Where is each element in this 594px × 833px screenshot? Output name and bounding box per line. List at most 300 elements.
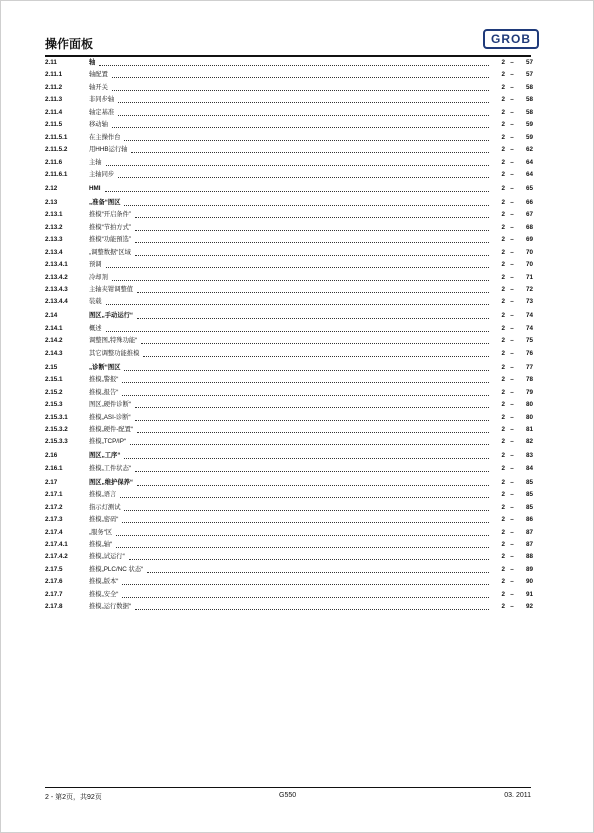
page-header: [45, 31, 531, 57]
toc-entry-chapter: 2: [501, 286, 505, 293]
toc-entry-title: 推模„硬件-配置“: [89, 425, 134, 433]
toc-entry-chapter: 2: [501, 324, 505, 332]
toc-leader-dots: [137, 317, 489, 319]
toc-entry-page: 57: [525, 71, 533, 79]
toc-entry-number: 2.13.4.1: [45, 261, 68, 269]
toc-leader-dots: [106, 330, 489, 332]
toc-entry-chapter: 2: [501, 491, 505, 499]
toc-leader-dots: [147, 571, 489, 573]
toc-entry-dash: –: [510, 516, 514, 524]
toc-entry-number: 2.13.4.2: [45, 273, 68, 281]
toc-entry-title: 推模„运行数据“: [89, 603, 131, 611]
toc-entry-dash: –: [510, 170, 514, 178]
toc-entry-page: 79: [525, 388, 533, 396]
toc-entry-number: 2.11.5: [45, 121, 63, 129]
toc-entry[interactable]: [45, 578, 533, 586]
toc-leader-dots: [135, 241, 489, 243]
table-of-contents: [45, 59, 533, 616]
toc-entry-title: 轴定基准: [89, 108, 115, 116]
toc-entry-page: 80: [525, 413, 533, 421]
toc-entry[interactable]: [45, 541, 533, 549]
toc-leader-dots: [122, 583, 489, 585]
toc-entry-title: 推模„轴“: [89, 541, 113, 548]
toc-entry-chapter: 2: [501, 388, 505, 396]
toc-entry-page: 88: [525, 553, 533, 561]
toc-entry-chapter: 2: [501, 312, 505, 320]
toc-entry-number: 2.17.4: [45, 528, 63, 536]
toc-entry[interactable]: [45, 325, 533, 333]
toc-entry[interactable]: [45, 71, 533, 79]
toc-entry-chapter: 2: [501, 516, 505, 524]
toc-entry[interactable]: [45, 199, 533, 207]
toc-entry[interactable]: [45, 96, 533, 104]
toc-leader-dots: [112, 76, 489, 78]
toc-entry-number: 2.15.3: [45, 401, 63, 409]
toc-entry[interactable]: [45, 274, 533, 282]
toc-entry-dash: –: [510, 541, 514, 548]
toc-entry-page: 66: [525, 198, 533, 206]
toc-entry-dash: –: [510, 184, 514, 192]
toc-entry-title: 推模„报告“: [89, 388, 119, 396]
toc-entry-page: 64: [525, 170, 533, 178]
toc-entry-chapter: 2: [501, 273, 505, 281]
toc-entry-page: 67: [525, 211, 533, 219]
toc-entry-title: 推模„试运行“: [89, 553, 125, 561]
toc-entry-page: 75: [525, 337, 533, 345]
toc-entry[interactable]: [45, 121, 533, 129]
toc-entry-number: 2.17.7: [45, 590, 63, 598]
toc-entry-title: 推模„安全“: [89, 590, 119, 598]
toc-entry[interactable]: [45, 479, 533, 487]
toc-leader-dots: [106, 266, 489, 268]
toc-entry-title: 推模„TCP/IP“: [89, 438, 127, 446]
toc-entry-title: 装载: [89, 298, 102, 306]
toc-entry-number: 2.11.4: [45, 108, 63, 116]
toc-leader-dots: [135, 406, 489, 408]
toc-entry-dash: –: [510, 413, 514, 421]
toc-leader-dots: [122, 521, 489, 523]
toc-entry-page: 86: [525, 516, 533, 524]
toc-entry[interactable]: [45, 185, 533, 193]
toc-entry-number: 2.15.3.1: [45, 413, 68, 421]
toc-entry-title: 推模„PLC/NC 状态“: [89, 565, 144, 573]
toc-entry[interactable]: [45, 426, 533, 434]
toc-entry-number: 2.12: [45, 184, 58, 192]
toc-leader-dots: [124, 509, 489, 511]
toc-entry-page: 59: [525, 133, 533, 141]
toc-leader-dots: [141, 342, 489, 344]
toc-entry-page: 73: [525, 298, 533, 306]
toc-entry-dash: –: [510, 273, 514, 281]
toc-entry-title: 推模„版本“: [89, 578, 119, 586]
toc-entry-number: 2.14.3: [45, 349, 63, 357]
toc-entry-number: 2.17.2: [45, 503, 63, 511]
toc-entry[interactable]: [45, 146, 533, 154]
toc-leader-dots: [129, 558, 489, 560]
toc-leader-dots: [143, 355, 489, 357]
page-title: 操作面板: [45, 37, 94, 51]
toc-entry-chapter: 2: [501, 464, 505, 472]
toc-entry-number: 2.15: [45, 363, 58, 371]
toc-entry-dash: –: [510, 211, 514, 219]
toc-entry-number: 2.14.1: [45, 324, 63, 332]
toc-entry-title: 推模„工件状态“: [89, 464, 131, 472]
toc-entry-title: 用HHB运行轴: [89, 146, 128, 154]
toc-entry-page: 70: [525, 261, 533, 269]
toc-entry-dash: –: [510, 236, 514, 244]
toc-entry-chapter: 2: [501, 438, 505, 446]
toc-entry[interactable]: [45, 553, 533, 561]
toc-entry-chapter: 2: [501, 603, 505, 611]
toc-entry-title: 主轴夹钳调整值: [89, 286, 134, 293]
toc-entry-chapter: 2: [501, 565, 505, 573]
toc-entry[interactable]: [45, 452, 533, 460]
toc-entry-dash: –: [510, 528, 514, 536]
toc-entry[interactable]: [45, 224, 533, 232]
toc-entry-chapter: 2: [501, 425, 505, 433]
toc-entry-number: 2.17.4.2: [45, 553, 68, 561]
toc-entry-dash: –: [510, 349, 514, 357]
toc-entry-number: 2.11: [45, 59, 57, 66]
toc-entry-chapter: 2: [501, 337, 505, 345]
toc-leader-dots: [135, 216, 489, 218]
toc-entry-dash: –: [510, 478, 514, 486]
toc-entry-dash: –: [510, 464, 514, 472]
toc-entry[interactable]: [45, 134, 533, 142]
toc-entry-chapter: 2: [501, 413, 505, 421]
toc-entry-chapter: 2: [501, 478, 505, 486]
toc-entry-title: 轴配置: [89, 71, 108, 79]
toc-entry-page: 70: [525, 248, 533, 256]
toc-entry-title: 概述: [89, 324, 102, 332]
toc-entry-page: 76: [525, 349, 533, 357]
toc-entry-chapter: 2: [501, 158, 505, 166]
toc-entry-title: 预调: [89, 261, 102, 269]
toc-entry-dash: –: [510, 198, 514, 206]
toc-entry[interactable]: [45, 414, 533, 422]
toc-entry[interactable]: [45, 389, 533, 397]
toc-entry-dash: –: [510, 401, 514, 409]
toc-entry-number: 2.13.1: [45, 211, 63, 219]
toc-entry-page: 85: [525, 503, 533, 511]
toc-entry-dash: –: [510, 286, 514, 293]
toc-entry-chapter: 2: [501, 376, 505, 384]
toc-entry-title: 主轴: [89, 158, 102, 166]
footer-model: G550: [279, 792, 297, 799]
toc-entry-title: 图区„手动运行“: [89, 312, 134, 320]
toc-entry-number: 2.11.6.1: [45, 170, 68, 178]
toc-entry-number: 2.11.2: [45, 83, 63, 91]
toc-entry-dash: –: [510, 133, 514, 141]
toc-entry-number: 2.16.1: [45, 464, 63, 472]
toc-entry-chapter: 2: [501, 146, 505, 154]
toc-entry-page: 77: [525, 363, 533, 371]
toc-entry[interactable]: [45, 491, 533, 499]
toc-entry-dash: –: [510, 603, 514, 611]
toc-entry[interactable]: [45, 298, 533, 306]
toc-entry-chapter: 2: [501, 503, 505, 511]
toc-entry-chapter: 2: [501, 401, 505, 409]
toc-leader-dots: [116, 546, 489, 548]
toc-entry-dash: –: [510, 298, 514, 306]
toc-entry-dash: –: [510, 376, 514, 384]
toc-entry-page: 58: [525, 83, 533, 91]
toc-entry-title: 指示灯测试: [89, 503, 121, 511]
toc-entry[interactable]: [45, 591, 533, 599]
toc-entry-title: „调整数据“区域: [89, 248, 131, 256]
toc-entry-dash: –: [510, 590, 514, 598]
toc-entry-number: 2.16: [45, 452, 58, 460]
grob-logo: GROB: [483, 29, 539, 49]
toc-entry-chapter: 2: [501, 133, 505, 141]
toc-entry-page: 81: [525, 425, 533, 433]
toc-entry-dash: –: [510, 491, 514, 499]
toc-entry-number: 2.17.4.1: [45, 541, 68, 548]
toc-entry-page: 72: [525, 286, 533, 293]
toc-entry-number: 2.15.3.2: [45, 425, 68, 433]
toc-entry-title: 推模“节拍方式”: [89, 223, 131, 231]
toc-entry-dash: –: [510, 261, 514, 269]
toc-entry-chapter: 2: [501, 223, 505, 231]
toc-entry[interactable]: [45, 401, 533, 409]
toc-leader-dots: [135, 419, 489, 421]
toc-entry-dash: –: [510, 83, 514, 91]
toc-entry-dash: –: [510, 59, 514, 66]
toc-entry-page: 64: [525, 158, 533, 166]
toc-entry-dash: –: [510, 388, 514, 396]
toc-entry-chapter: 2: [501, 198, 505, 206]
toc-entry-page: 68: [525, 223, 533, 231]
toc-entry-chapter: 2: [501, 553, 505, 561]
toc-leader-dots: [122, 394, 489, 396]
toc-entry-chapter: 2: [501, 121, 505, 129]
toc-leader-dots: [116, 534, 489, 536]
toc-entry[interactable]: [45, 109, 533, 117]
toc-entry-chapter: 2: [501, 59, 505, 66]
toc-entry-title: 推模„语言: [89, 491, 117, 499]
toc-leader-dots: [106, 164, 489, 166]
toc-entry-chapter: 2: [501, 541, 505, 548]
toc-entry-dash: –: [510, 248, 514, 256]
toc-entry-number: 2.17.1: [45, 491, 63, 499]
toc-entry-dash: –: [510, 452, 514, 460]
toc-entry[interactable]: [45, 438, 533, 446]
toc-entry-page: 92: [525, 603, 533, 611]
toc-leader-dots: [124, 457, 489, 459]
toc-entry-number: 2.13.4.4: [45, 298, 68, 306]
toc-entry-number: 2.15.3.3: [45, 438, 68, 446]
toc-leader-dots: [135, 229, 489, 231]
toc-entry-page: 74: [525, 324, 533, 332]
toc-entry-page: 82: [525, 438, 533, 446]
toc-entry-title: 主轴同步: [89, 170, 115, 178]
toc-entry-title: 调整图„特殊功能“: [89, 337, 138, 345]
toc-entry-number: 2.11.3: [45, 96, 63, 104]
toc-entry[interactable]: [45, 249, 533, 257]
toc-entry-page: 80: [525, 401, 533, 409]
toc-leader-dots: [118, 176, 489, 178]
toc-entry-dash: –: [510, 337, 514, 345]
toc-entry[interactable]: [45, 171, 533, 179]
toc-entry-title: 图区„维护保养“: [89, 478, 134, 486]
toc-entry[interactable]: [45, 312, 533, 320]
toc-entry-number: 2.17.8: [45, 603, 63, 611]
toc-entry-chapter: 2: [501, 236, 505, 244]
toc-entry[interactable]: [45, 211, 533, 219]
toc-leader-dots: [106, 303, 489, 305]
toc-entry-page: 69: [525, 236, 533, 244]
toc-entry-page: 57: [525, 59, 533, 66]
toc-entry-dash: –: [510, 553, 514, 561]
toc-entry[interactable]: [45, 236, 533, 244]
toc-entry-page: 62: [525, 146, 533, 154]
toc-entry-chapter: 2: [501, 96, 505, 104]
toc-entry-dash: –: [510, 121, 514, 129]
toc-entry-dash: –: [510, 146, 514, 154]
toc-entry-page: 83: [525, 452, 533, 460]
toc-entry[interactable]: [45, 159, 533, 167]
footer-date: 03. 2011: [504, 792, 531, 799]
toc-entry[interactable]: [45, 504, 533, 512]
toc-entry-chapter: 2: [501, 211, 505, 219]
toc-entry[interactable]: [45, 529, 533, 537]
toc-entry-page: 65: [525, 184, 533, 192]
toc-entry-dash: –: [510, 312, 514, 320]
toc-entry-page: 91: [525, 590, 533, 598]
toc-entry-page: 58: [525, 96, 533, 104]
toc-entry-page: 58: [525, 108, 533, 116]
toc-leader-dots: [137, 484, 489, 486]
toc-leader-dots: [118, 101, 489, 103]
toc-entry-chapter: 2: [501, 184, 505, 192]
toc-entry-dash: –: [510, 71, 514, 79]
toc-entry-number: 2.15.1: [45, 376, 63, 384]
toc-entry[interactable]: [45, 337, 533, 345]
toc-entry[interactable]: [45, 261, 533, 269]
toc-entry-chapter: 2: [501, 590, 505, 598]
toc-entry[interactable]: [45, 84, 533, 92]
toc-entry-number: 2.17.6: [45, 578, 63, 586]
toc-entry-dash: –: [510, 96, 514, 104]
toc-leader-dots: [105, 190, 489, 192]
toc-entry-chapter: 2: [501, 298, 505, 306]
toc-entry-number: 2.14.2: [45, 337, 63, 345]
toc-entry-dash: –: [510, 223, 514, 231]
toc-entry-number: 2.11.5.2: [45, 146, 68, 154]
toc-entry[interactable]: [45, 59, 533, 67]
toc-entry-title: 推模„ASI-诊断“: [89, 413, 131, 421]
toc-entry-page: 87: [525, 541, 533, 548]
toc-entry-number: 2.14: [45, 312, 58, 320]
toc-entry[interactable]: [45, 603, 533, 611]
toc-leader-dots: [118, 114, 489, 116]
toc-entry[interactable]: [45, 286, 533, 294]
toc-entry-dash: –: [510, 438, 514, 446]
toc-entry-page: 71: [525, 273, 533, 281]
toc-entry-chapter: 2: [501, 83, 505, 91]
toc-entry-dash: –: [510, 363, 514, 371]
toc-entry-chapter: 2: [501, 170, 505, 178]
page-footer: [45, 787, 531, 804]
toc-entry-page: 84: [525, 464, 533, 472]
toc-leader-dots: [122, 381, 489, 383]
toc-entry-title: 图区„工序“: [89, 452, 121, 460]
toc-leader-dots: [124, 139, 489, 141]
toc-entry[interactable]: [45, 350, 533, 358]
toc-leader-dots: [124, 204, 489, 206]
toc-entry-title: 推模„密码“: [89, 516, 119, 524]
toc-entry-chapter: 2: [501, 363, 505, 371]
toc-entry[interactable]: [45, 465, 533, 473]
toc-entry-title: 推模„警报“: [89, 376, 119, 384]
toc-entry-title: 推模“功能預选”: [89, 236, 131, 244]
toc-entry-number: 2.17.5: [45, 565, 63, 573]
toc-entry-title: „准备“图区: [89, 198, 121, 206]
toc-entry-page: 87: [525, 528, 533, 536]
toc-leader-dots: [135, 608, 489, 610]
toc-entry-page: 74: [525, 312, 533, 320]
toc-entry-title: 轴开关: [89, 83, 108, 91]
toc-entry-dash: –: [510, 578, 514, 586]
toc-entry-dash: –: [510, 324, 514, 332]
toc-leader-dots: [137, 431, 489, 433]
toc-entry-dash: –: [510, 108, 514, 116]
toc-entry-page: 85: [525, 491, 533, 499]
toc-entry-number: 2.11.5.1: [45, 133, 68, 141]
toc-entry-number: 2.11.6: [45, 158, 63, 166]
toc-entry-number: 2.13.4: [45, 248, 63, 256]
toc-leader-dots: [124, 369, 489, 371]
toc-leader-dots: [112, 89, 489, 91]
toc-entry-number: 2.17: [45, 478, 58, 486]
toc-entry-title: „诊断“图区: [89, 363, 121, 371]
toc-entry-title: 在主操作台: [89, 133, 121, 141]
toc-leader-dots: [99, 64, 489, 66]
toc-entry-title: „服务“区: [89, 528, 113, 536]
toc-entry-chapter: 2: [501, 452, 505, 460]
footer-page-info: 2 - 第2页，共92页: [45, 794, 102, 801]
toc-entry-number: 2.13: [45, 198, 58, 206]
toc-entry-title: 移动轴: [89, 121, 108, 129]
toc-entry-title: 推模“开启条件”: [89, 211, 131, 219]
toc-entry-number: 2.13.4.3: [45, 286, 68, 293]
toc-entry-dash: –: [510, 425, 514, 433]
toc-entry-title: 图区„硬件诊断“: [89, 401, 131, 409]
toc-entry-chapter: 2: [501, 108, 505, 116]
toc-entry-title: 冷却剂: [89, 273, 108, 281]
toc-entry-page: 89: [525, 565, 533, 573]
toc-entry-chapter: 2: [501, 261, 505, 269]
toc-entry-number: 2.13.2: [45, 223, 63, 231]
toc-entry-dash: –: [510, 158, 514, 166]
toc-entry-page: 59: [525, 121, 533, 129]
toc-leader-dots: [120, 496, 489, 498]
toc-entry-title: 非同步轴: [89, 96, 115, 104]
toc-entry-chapter: 2: [501, 528, 505, 536]
toc-entry-dash: –: [510, 503, 514, 511]
toc-entry[interactable]: [45, 376, 533, 384]
toc-entry-page: 78: [525, 376, 533, 384]
toc-entry-dash: –: [510, 565, 514, 573]
toc-entry-number: 2.13.3: [45, 236, 63, 244]
toc-entry-title: 轴: [89, 59, 96, 66]
toc-entry[interactable]: [45, 566, 533, 574]
toc-leader-dots: [112, 279, 489, 281]
toc-entry[interactable]: [45, 516, 533, 524]
toc-entry[interactable]: [45, 364, 533, 372]
toc-entry-chapter: 2: [501, 71, 505, 79]
toc-entry-chapter: 2: [501, 248, 505, 256]
